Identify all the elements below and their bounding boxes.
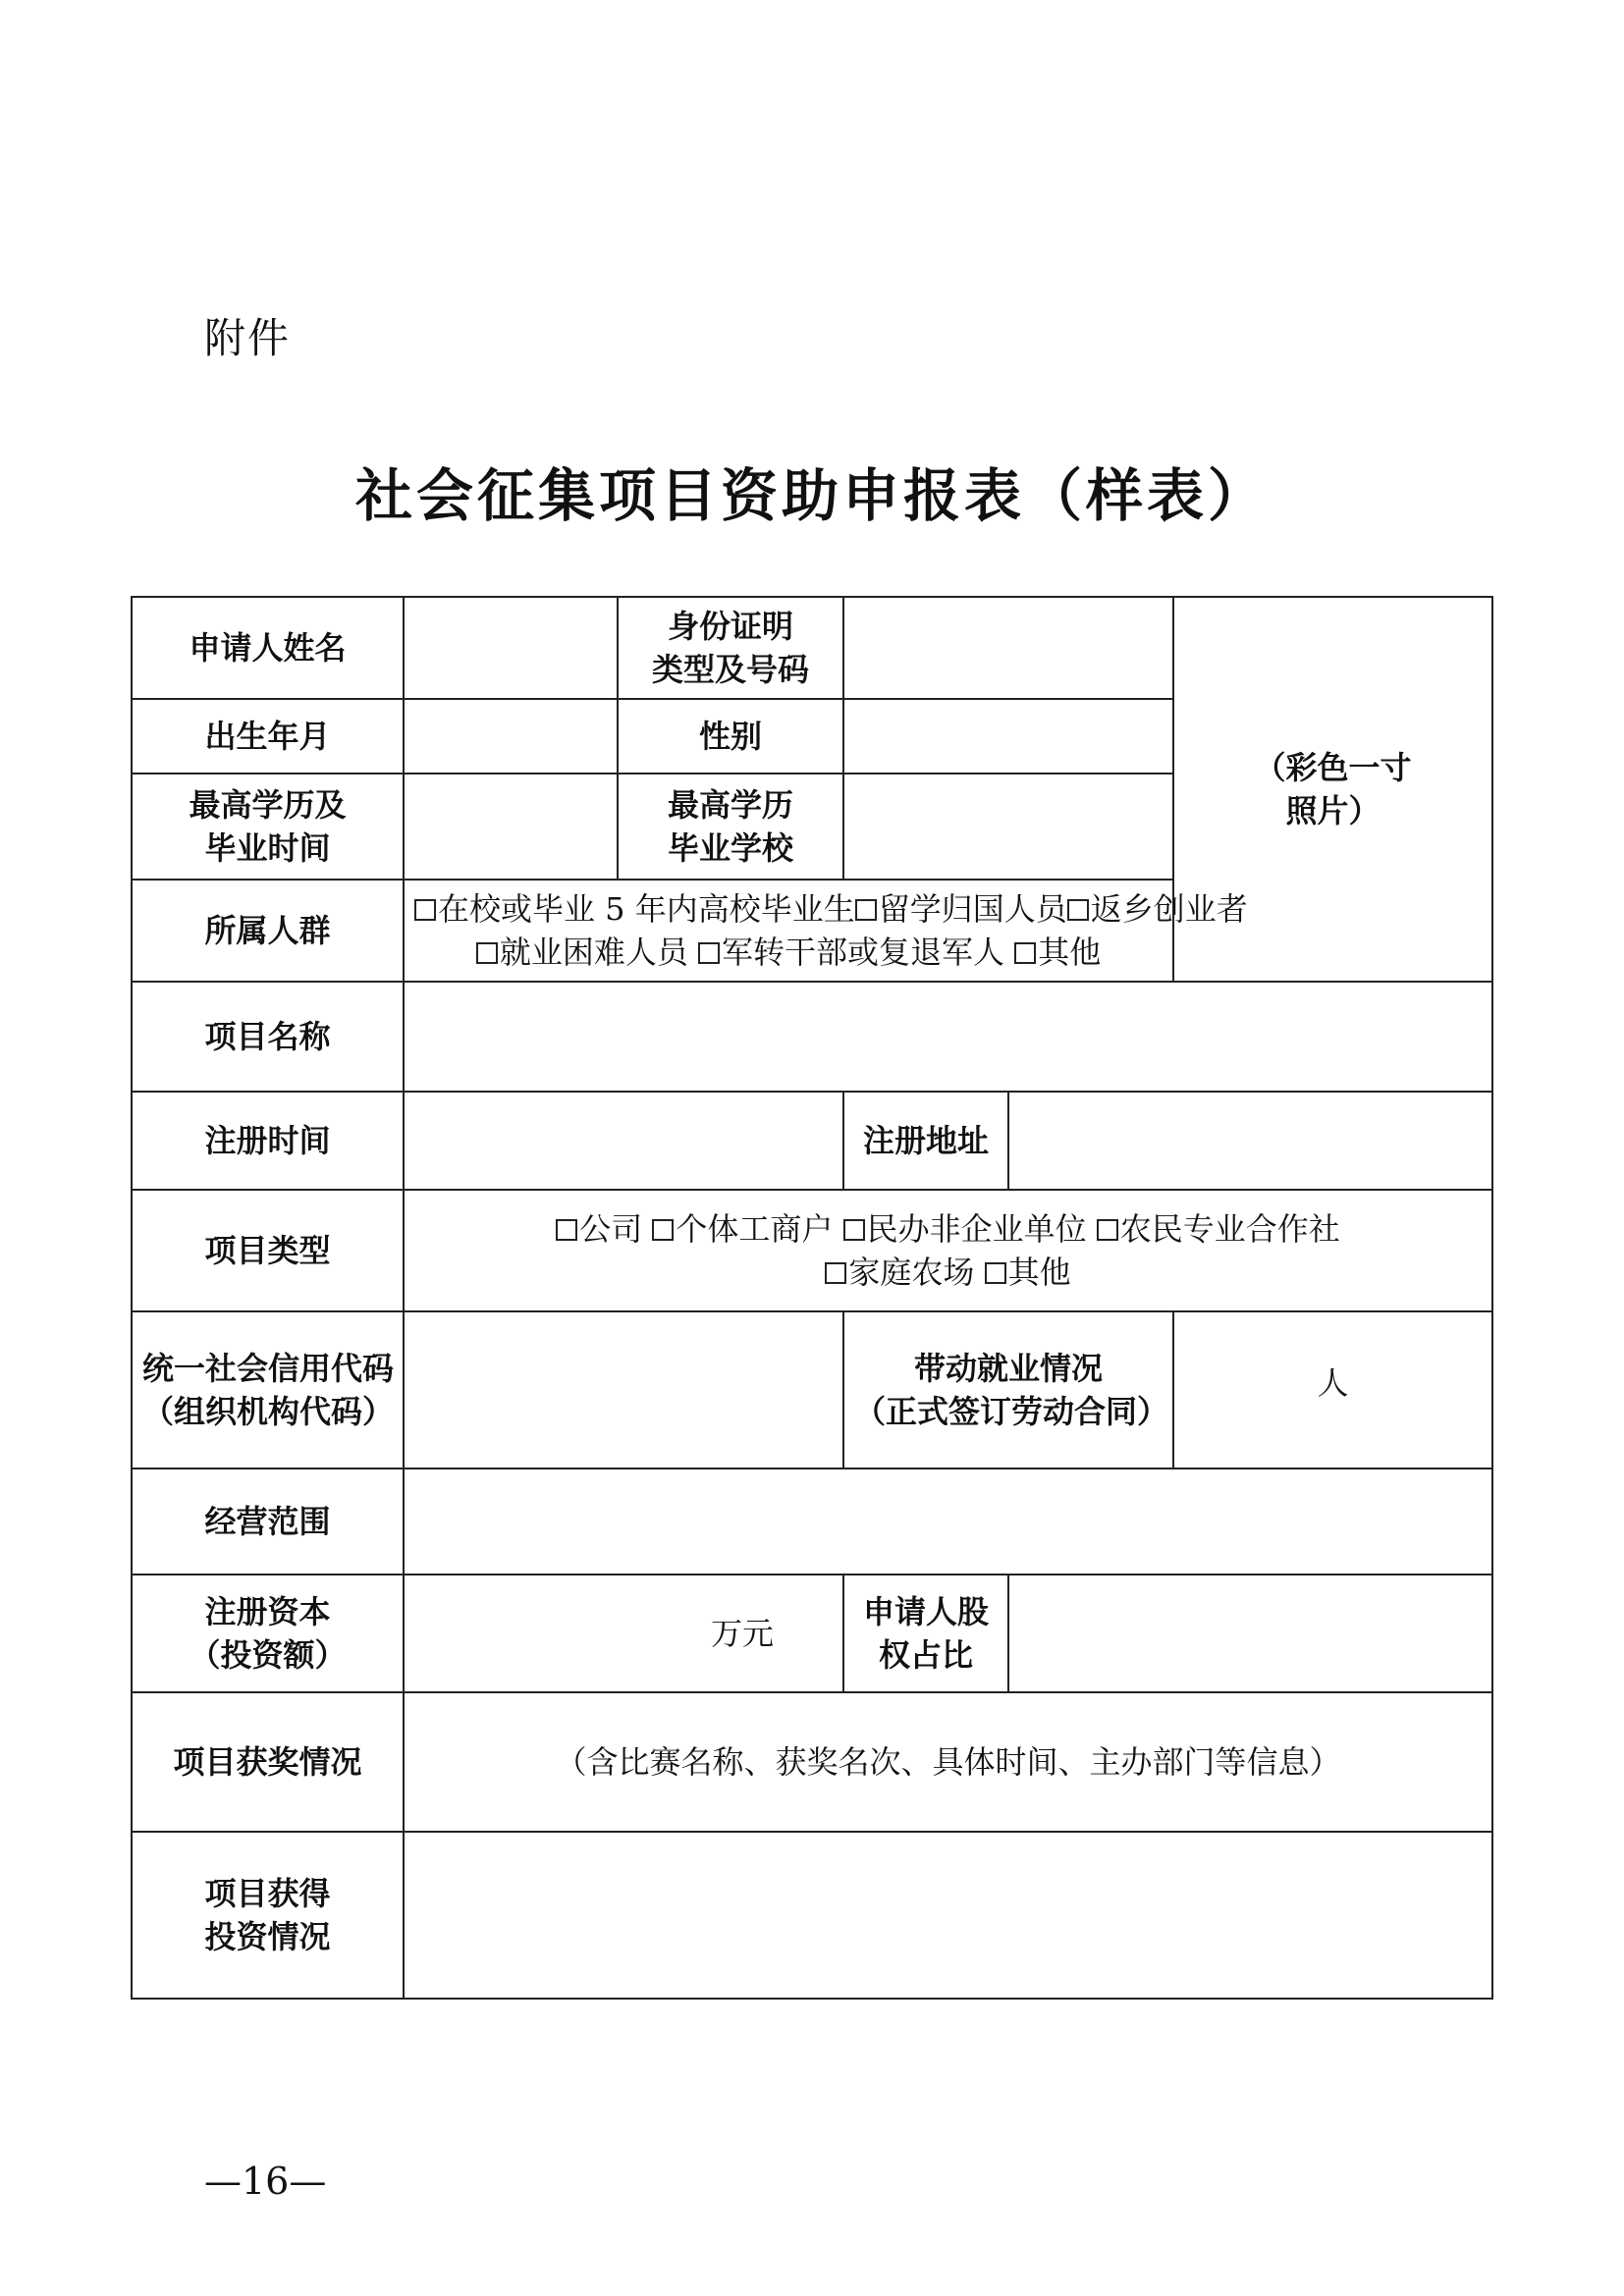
option-returnee[interactable]: 留学归国人员 [855, 890, 1067, 928]
investment-label: 项目获得 投资情况 [132, 1832, 404, 1999]
checkbox-icon[interactable] [414, 899, 436, 921]
option-private-nonenterprise[interactable]: 民办非企业单位 [843, 1210, 1087, 1248]
checkbox-icon[interactable] [556, 1219, 577, 1241]
registered-capital-field[interactable] [404, 1575, 843, 1692]
education-label: 最高学历及 毕业时间 [132, 774, 404, 880]
birth-date-label: 出生年月 [132, 699, 404, 774]
option-graduate[interactable]: 在校或毕业 5 年内高校毕业生 [414, 890, 855, 928]
applicant-name-field[interactable] [404, 597, 618, 699]
checkbox-icon[interactable] [843, 1219, 865, 1241]
group-label: 所属人群 [132, 880, 404, 982]
birth-date-field[interactable] [404, 699, 618, 774]
row-investment [132, 1832, 1492, 1999]
page-title: 社会征集项目资助申报表（样表） [354, 462, 1269, 529]
option-employment-difficulty[interactable]: 就业困难人员 [476, 934, 688, 971]
project-type-options [404, 1190, 1492, 1311]
business-scope-label: 经营范围 [132, 1468, 404, 1575]
awards-label: 项目获奖情况 [132, 1692, 404, 1832]
checkbox-icon[interactable] [652, 1219, 674, 1241]
application-form-table [131, 596, 1493, 2000]
id-number-field[interactable] [843, 597, 1173, 699]
investment-field[interactable] [404, 1832, 1492, 1999]
checkbox-icon[interactable] [1014, 942, 1036, 964]
equity-ratio-label: 申请人股权占比 [843, 1575, 1008, 1692]
credit-code-field[interactable] [404, 1311, 843, 1468]
capital-unit: 万元 [711, 1615, 775, 1652]
option-veteran[interactable]: 军转干部或复退军人 [698, 934, 1004, 971]
option-family-farm[interactable]: 家庭农场 [825, 1254, 974, 1291]
checkbox-icon[interactable] [1097, 1219, 1118, 1241]
awards-hint: （含比赛名称、获奖名次、具体时间、主办部门等信息） [555, 1743, 1341, 1781]
row-project-name [132, 982, 1492, 1092]
employment-count-field[interactable] [1173, 1311, 1492, 1468]
education-field[interactable] [404, 774, 618, 880]
attachment-label: 附件 [204, 314, 292, 362]
registration-time-label: 注册时间 [132, 1092, 404, 1190]
business-scope-field[interactable] [404, 1468, 1492, 1575]
registered-capital-label: 注册资本 （投资额） [132, 1575, 404, 1692]
registration-time-field[interactable] [404, 1092, 843, 1190]
row-business-scope [132, 1468, 1492, 1575]
option-company[interactable]: 公司 [556, 1210, 642, 1248]
graduate-school-field[interactable] [843, 774, 1173, 880]
project-type-label: 项目类型 [132, 1190, 404, 1311]
applicant-name-label: 申请人姓名 [132, 597, 404, 699]
registration-address-field[interactable] [1008, 1092, 1492, 1190]
row-registration [132, 1092, 1492, 1190]
credit-code-label: 统一社会信用代码 （组织机构代码） [132, 1311, 404, 1468]
photo-placeholder: （彩色一寸 照片） [1173, 597, 1492, 982]
option-hometown-entrepreneur[interactable]: 返乡创业者 [1067, 890, 1248, 928]
page-number: —16— [204, 2160, 327, 2203]
employment-unit: 人 [1317, 1364, 1349, 1402]
checkbox-icon[interactable] [825, 1262, 846, 1284]
option-individual-business[interactable]: 个体工商户 [652, 1210, 833, 1248]
project-name-label: 项目名称 [132, 982, 404, 1092]
row-awards [132, 1692, 1492, 1832]
checkbox-icon[interactable] [698, 942, 720, 964]
row-capital [132, 1575, 1492, 1692]
checkbox-icon[interactable] [855, 899, 877, 921]
awards-field[interactable] [404, 1692, 1492, 1832]
registration-address-label: 注册地址 [843, 1092, 1008, 1190]
project-name-field[interactable] [404, 982, 1492, 1092]
checkbox-icon[interactable] [1067, 899, 1089, 921]
row-credit-employment [132, 1311, 1492, 1468]
equity-ratio-field[interactable] [1008, 1575, 1492, 1692]
checkbox-icon[interactable] [985, 1262, 1006, 1284]
row-applicant-name [132, 597, 1492, 699]
graduate-school-label: 最高学历 毕业学校 [618, 774, 843, 880]
id-type-label: 身份证明 类型及号码 [618, 597, 843, 699]
checkbox-icon[interactable] [476, 942, 498, 964]
row-project-type [132, 1190, 1492, 1311]
employment-label: 带动就业情况 （正式签订劳动合同） [843, 1311, 1173, 1468]
option-farmer-cooperative[interactable]: 农民专业合作社 [1097, 1210, 1340, 1248]
group-options [404, 880, 1248, 982]
option-other-group[interactable]: 其他 [1014, 934, 1101, 971]
gender-label: 性别 [618, 699, 843, 774]
gender-field[interactable] [843, 699, 1173, 774]
option-other-type[interactable]: 其他 [985, 1254, 1071, 1291]
